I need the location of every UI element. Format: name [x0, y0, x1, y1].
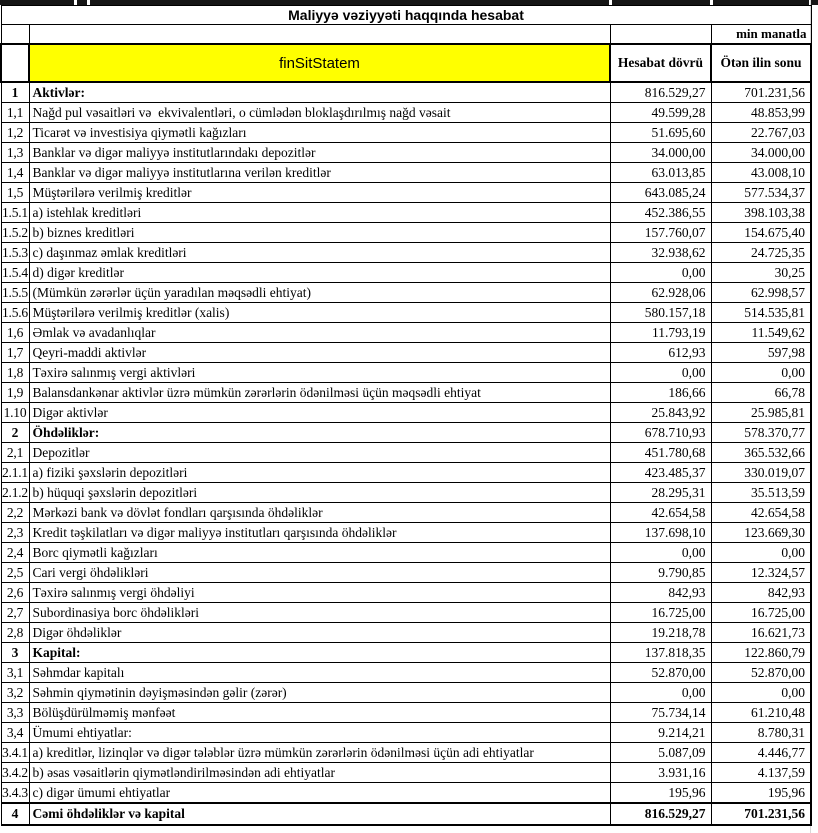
- row-label-cell[interactable]: Təxirə salınmış vergi öhdəliyi: [29, 583, 610, 603]
- table-row: [1, 303, 811, 323]
- current-value-cell[interactable]: 157.760,07: [610, 223, 711, 243]
- table-row: [1, 543, 811, 563]
- row-label-cell[interactable]: Nağd pul vəsaitləri və ekvivalentləri, o cümlədən bloklaşdırılmış nağd vəsait: [29, 103, 610, 123]
- row-number-cell[interactable]: 3,1: [1, 663, 29, 683]
- row-number-cell[interactable]: 2,1: [1, 443, 29, 463]
- row-label-cell[interactable]: a) kreditlər, lizinqlər və digər tələblər üzrə mümkün zərərlərin ödənilməsi üçün adi ehtiyatlar: [29, 743, 610, 763]
- table-row: [1, 343, 811, 363]
- current-value-cell[interactable]: 62.928,06: [610, 283, 711, 303]
- previous-value-cell[interactable]: 0,00: [711, 683, 811, 703]
- table-row: [1, 283, 811, 303]
- previous-value-cell[interactable]: 42.654,58: [711, 503, 811, 523]
- current-value-cell[interactable]: 19.218,78: [610, 623, 711, 643]
- table-row: [1, 203, 811, 223]
- previous-value-cell[interactable]: 16.621,73: [711, 623, 811, 643]
- table-row: [1, 643, 811, 663]
- current-value-cell[interactable]: 9.214,21: [610, 723, 711, 743]
- row-number-cell[interactable]: 2: [1, 423, 29, 443]
- table-row: [1, 323, 811, 343]
- previous-value-cell[interactable]: 61.210,48: [711, 703, 811, 723]
- empty-cell: [610, 25, 711, 45]
- previous-value-cell[interactable]: 701.231,56: [711, 803, 811, 825]
- row-number-cell[interactable]: 3,4: [1, 723, 29, 743]
- table-row: [1, 683, 811, 703]
- table-row: [1, 163, 811, 183]
- row-label-cell[interactable]: Digər öhdəliklər: [29, 623, 610, 643]
- row-label-cell[interactable]: c) digər ümumi ehtiyatlar: [29, 783, 610, 804]
- financial-statement-table: [0, 5, 812, 826]
- previous-value-cell[interactable]: 195,96: [711, 783, 811, 804]
- row-label-cell[interactable]: Mərkəzi bank və dövlət fondları qarşısında öhdəliklər: [29, 503, 610, 523]
- current-value-cell[interactable]: 137.698,10: [610, 523, 711, 543]
- current-value-cell[interactable]: 75.734,14: [610, 703, 711, 723]
- row-label-cell[interactable]: Müştərilərə verilmiş kreditlər (xalis): [29, 303, 610, 323]
- row-label-cell[interactable]: b) biznes kreditləri: [29, 223, 610, 243]
- row-label-cell[interactable]: Səhmin qiymətinin dəyişməsindən gəlir (zərər): [29, 683, 610, 703]
- previous-value-cell[interactable]: 514.535,81: [711, 303, 811, 323]
- row-number-cell[interactable]: 1,6: [1, 323, 29, 343]
- row-number-cell[interactable]: 2,3: [1, 523, 29, 543]
- table-row: [1, 403, 811, 423]
- table-row: [1, 563, 811, 583]
- row-label-cell[interactable]: Əmlak və avadanlıqlar: [29, 323, 610, 343]
- current-value-cell[interactable]: 51.695,60: [610, 123, 711, 143]
- previous-period-column-header[interactable]: Ötən ilin sonu: [711, 44, 811, 82]
- row-label-cell[interactable]: Kredit təşkilatları və digər maliyyə institutları qarşısında öhdəliklər: [29, 523, 610, 543]
- row-number-cell[interactable]: 1.5.2: [1, 223, 29, 243]
- previous-value-cell[interactable]: 4.446,77: [711, 743, 811, 763]
- previous-value-cell[interactable]: 154.675,40: [711, 223, 811, 243]
- table-row: [1, 223, 811, 243]
- current-value-cell[interactable]: 3.931,16: [610, 763, 711, 783]
- previous-value-cell[interactable]: 35.513,59: [711, 483, 811, 503]
- row-label-cell[interactable]: a) istehlak kreditləri: [29, 203, 610, 223]
- previous-value-cell[interactable]: 597,98: [711, 343, 811, 363]
- current-value-cell[interactable]: 0,00: [610, 363, 711, 383]
- current-value-cell[interactable]: 0,00: [610, 263, 711, 283]
- row-label-cell[interactable]: Digər aktivlər: [29, 403, 610, 423]
- row-label-cell[interactable]: Depozitlər: [29, 443, 610, 463]
- current-value-cell[interactable]: 34.000,00: [610, 143, 711, 163]
- row-number-cell[interactable]: 2.1.1: [1, 463, 29, 483]
- current-value-cell[interactable]: 5.087,09: [610, 743, 711, 763]
- previous-value-cell[interactable]: 25.985,81: [711, 403, 811, 423]
- table-row: [1, 363, 811, 383]
- current-value-cell[interactable]: 11.793,19: [610, 323, 711, 343]
- previous-value-cell[interactable]: 365.532,66: [711, 443, 811, 463]
- table-row: [1, 483, 811, 503]
- row-label-cell[interactable]: d) digər kreditlər: [29, 263, 610, 283]
- current-value-cell[interactable]: 580.157,18: [610, 303, 711, 323]
- previous-value-cell[interactable]: 578.370,77: [711, 423, 811, 443]
- current-value-cell[interactable]: 186,66: [610, 383, 711, 403]
- current-value-cell[interactable]: 451.780,68: [610, 443, 711, 463]
- previous-value-cell[interactable]: 11.549,62: [711, 323, 811, 343]
- table-row: [1, 603, 811, 623]
- previous-value-cell[interactable]: 22.767,03: [711, 123, 811, 143]
- empty-cell: [29, 25, 610, 45]
- row-label-cell[interactable]: b) hüquqi şəxslərin depozitləri: [29, 483, 610, 503]
- row-label-cell[interactable]: b) əsas vəsaitlərin qiymətləndirilməsindən adi ehtiyatlar: [29, 763, 610, 783]
- previous-value-cell[interactable]: 12.324,57: [711, 563, 811, 583]
- row-number-cell[interactable]: 1,5: [1, 183, 29, 203]
- previous-value-cell[interactable]: 52.870,00: [711, 663, 811, 683]
- row-label-cell[interactable]: (Mümkün zərərlər üçün yaradılan məqsədli ehtiyat): [29, 283, 610, 303]
- row-number-cell[interactable]: 3.4.2: [1, 763, 29, 783]
- previous-value-cell[interactable]: 34.000,00: [711, 143, 811, 163]
- row-number-cell[interactable]: 1.5.1: [1, 203, 29, 223]
- row-label-cell[interactable]: Təxirə salınmış vergi aktivləri: [29, 363, 610, 383]
- table-body: [1, 82, 811, 825]
- row-number-cell[interactable]: 2,8: [1, 623, 29, 643]
- row-number-cell[interactable]: 1,9: [1, 383, 29, 403]
- table-row: [1, 763, 811, 783]
- row-number-cell[interactable]: 2,4: [1, 543, 29, 563]
- current-value-cell[interactable]: 25.843,92: [610, 403, 711, 423]
- current-value-cell[interactable]: 612,93: [610, 343, 711, 363]
- row-label-cell[interactable]: Aktivlər:: [29, 82, 610, 103]
- table-row: [1, 82, 811, 103]
- row-label-cell[interactable]: Qeyri-maddi aktivlər: [29, 343, 610, 363]
- row-label-cell[interactable]: Cəmi öhdəliklər və kapital: [29, 803, 610, 825]
- current-value-cell[interactable]: 63.013,85: [610, 163, 711, 183]
- row-label-cell[interactable]: Müştərilərə verilmiş kreditlər: [29, 183, 610, 203]
- previous-value-cell[interactable]: 43.008,10: [711, 163, 811, 183]
- current-value-cell[interactable]: 42.654,58: [610, 503, 711, 523]
- row-number-cell[interactable]: 2,5: [1, 563, 29, 583]
- current-value-cell[interactable]: 0,00: [610, 683, 711, 703]
- current-value-cell[interactable]: 137.818,35: [610, 643, 711, 663]
- row-number-cell[interactable]: 1.5.5: [1, 283, 29, 303]
- column-header-row: [1, 44, 811, 82]
- previous-value-cell[interactable]: 66,78: [711, 383, 811, 403]
- current-period-column-header[interactable]: Hesabat dövrü: [610, 44, 711, 82]
- previous-value-cell[interactable]: 48.853,99: [711, 103, 811, 123]
- current-value-cell[interactable]: 52.870,00: [610, 663, 711, 683]
- row-number-cell[interactable]: 1,2: [1, 123, 29, 143]
- table-row: [1, 503, 811, 523]
- unit-note-row: [1, 25, 811, 45]
- previous-value-cell[interactable]: 701.231,56: [711, 82, 811, 103]
- table-row: [1, 443, 811, 463]
- previous-value-cell[interactable]: 4.137,59: [711, 763, 811, 783]
- item-column-header[interactable]: finSitStatem: [29, 44, 610, 82]
- table-row: [1, 183, 811, 203]
- row-label-cell[interactable]: Ticarət və investisiya qiymətli kağızları: [29, 123, 610, 143]
- row-number-cell[interactable]: 2,7: [1, 603, 29, 623]
- row-label-cell[interactable]: Öhdəliklər:: [29, 423, 610, 443]
- row-label-cell[interactable]: Ümumi ehtiyatlar:: [29, 723, 610, 743]
- table-row: [1, 263, 811, 283]
- row-number-cell[interactable]: 1.5.6: [1, 303, 29, 323]
- table-row: [1, 783, 811, 804]
- current-value-cell[interactable]: 0,00: [610, 543, 711, 563]
- current-value-cell[interactable]: 32.938,62: [610, 243, 711, 263]
- row-label-cell[interactable]: c) daşınmaz əmlak kreditləri: [29, 243, 610, 263]
- table-row: [1, 803, 811, 825]
- row-number-cell[interactable]: 2,6: [1, 583, 29, 603]
- row-label-cell[interactable]: Subordinasiya borc öhdəlikləri: [29, 603, 610, 623]
- row-label-cell[interactable]: Kapital:: [29, 643, 610, 663]
- row-number-cell[interactable]: 1,3: [1, 143, 29, 163]
- row-number-cell[interactable]: 1.10: [1, 403, 29, 423]
- current-value-cell[interactable]: 678.710,93: [610, 423, 711, 443]
- previous-value-cell[interactable]: 123.669,30: [711, 523, 811, 543]
- table-row: [1, 243, 811, 263]
- table-row: [1, 583, 811, 603]
- table-row: [1, 103, 811, 123]
- row-number-cell[interactable]: 3.4.3: [1, 783, 29, 804]
- row-number-cell[interactable]: 2.1.2: [1, 483, 29, 503]
- row-label-cell[interactable]: Cari vergi öhdəlikləri: [29, 563, 610, 583]
- previous-value-cell[interactable]: 330.019,07: [711, 463, 811, 483]
- previous-value-cell[interactable]: 398.103,38: [711, 203, 811, 223]
- table-row: [1, 423, 811, 443]
- number-column-header[interactable]: [1, 44, 29, 82]
- previous-value-cell[interactable]: 842,93: [711, 583, 811, 603]
- row-number-cell[interactable]: 4: [1, 803, 29, 825]
- table-row: [1, 663, 811, 683]
- row-number-cell[interactable]: 1.5.4: [1, 263, 29, 283]
- current-value-cell[interactable]: 195,96: [610, 783, 711, 804]
- title-row: [1, 6, 811, 25]
- row-number-cell[interactable]: 1.5.3: [1, 243, 29, 263]
- table-row: [1, 123, 811, 143]
- row-label-cell[interactable]: Bölüşdürülməmiş mənfəət: [29, 703, 610, 723]
- unit-note: min manatla: [711, 25, 811, 45]
- table-row: [1, 383, 811, 403]
- row-number-cell[interactable]: 3,2: [1, 683, 29, 703]
- current-value-cell[interactable]: 842,93: [610, 583, 711, 603]
- previous-value-cell[interactable]: 0,00: [711, 543, 811, 563]
- current-value-cell[interactable]: 49.599,28: [610, 103, 711, 123]
- previous-value-cell[interactable]: 62.998,57: [711, 283, 811, 303]
- current-value-cell[interactable]: 28.295,31: [610, 483, 711, 503]
- previous-value-cell[interactable]: 16.725,00: [711, 603, 811, 623]
- current-value-cell[interactable]: 16.725,00: [610, 603, 711, 623]
- current-value-cell[interactable]: 9.790,85: [610, 563, 711, 583]
- row-number-cell[interactable]: 1,8: [1, 363, 29, 383]
- page-title: Maliyyə vəziyyəti haqqında hesabat: [1, 6, 811, 25]
- table-row: [1, 743, 811, 763]
- row-number-cell[interactable]: 1,4: [1, 163, 29, 183]
- row-label-cell[interactable]: Banklar və digər maliyyə institutlarındakı depozitlər: [29, 143, 610, 163]
- row-label-cell[interactable]: a) fiziki şəxslərin depozitləri: [29, 463, 610, 483]
- row-label-cell[interactable]: Banklar və digər maliyyə institutlarına verilən kreditlər: [29, 163, 610, 183]
- table-row: [1, 723, 811, 743]
- current-value-cell[interactable]: 816.529,27: [610, 803, 711, 825]
- table-row: [1, 523, 811, 543]
- previous-value-cell[interactable]: 8.780,31: [711, 723, 811, 743]
- current-value-cell[interactable]: 452.386,55: [610, 203, 711, 223]
- current-value-cell[interactable]: 816.529,27: [610, 82, 711, 103]
- empty-cell: [1, 25, 29, 45]
- row-number-cell[interactable]: 1,7: [1, 343, 29, 363]
- row-number-cell[interactable]: 1,1: [1, 103, 29, 123]
- previous-value-cell[interactable]: 122.860,79: [711, 643, 811, 663]
- row-number-cell[interactable]: 3,3: [1, 703, 29, 723]
- row-number-cell[interactable]: 1: [1, 82, 29, 103]
- row-number-cell[interactable]: 2,2: [1, 503, 29, 523]
- previous-value-cell[interactable]: 24.725,35: [711, 243, 811, 263]
- table-row: [1, 703, 811, 723]
- row-number-cell[interactable]: 3: [1, 643, 29, 663]
- row-label-cell[interactable]: Borc qiymətli kağızları: [29, 543, 610, 563]
- table-row: [1, 463, 811, 483]
- previous-value-cell[interactable]: 577.534,37: [711, 183, 811, 203]
- row-label-cell[interactable]: Balansdankənar aktivlər üzrə mümkün zərərlərin ödənilməsi üçün məqsədli ehtiyat: [29, 383, 610, 403]
- previous-value-cell[interactable]: 0,00: [711, 363, 811, 383]
- row-label-cell[interactable]: Səhmdar kapitalı: [29, 663, 610, 683]
- current-value-cell[interactable]: 643.085,24: [610, 183, 711, 203]
- row-number-cell[interactable]: 3.4.1: [1, 743, 29, 763]
- table-row: [1, 143, 811, 163]
- previous-value-cell[interactable]: 30,25: [711, 263, 811, 283]
- current-value-cell[interactable]: 423.485,37: [610, 463, 711, 483]
- table-row: [1, 623, 811, 643]
